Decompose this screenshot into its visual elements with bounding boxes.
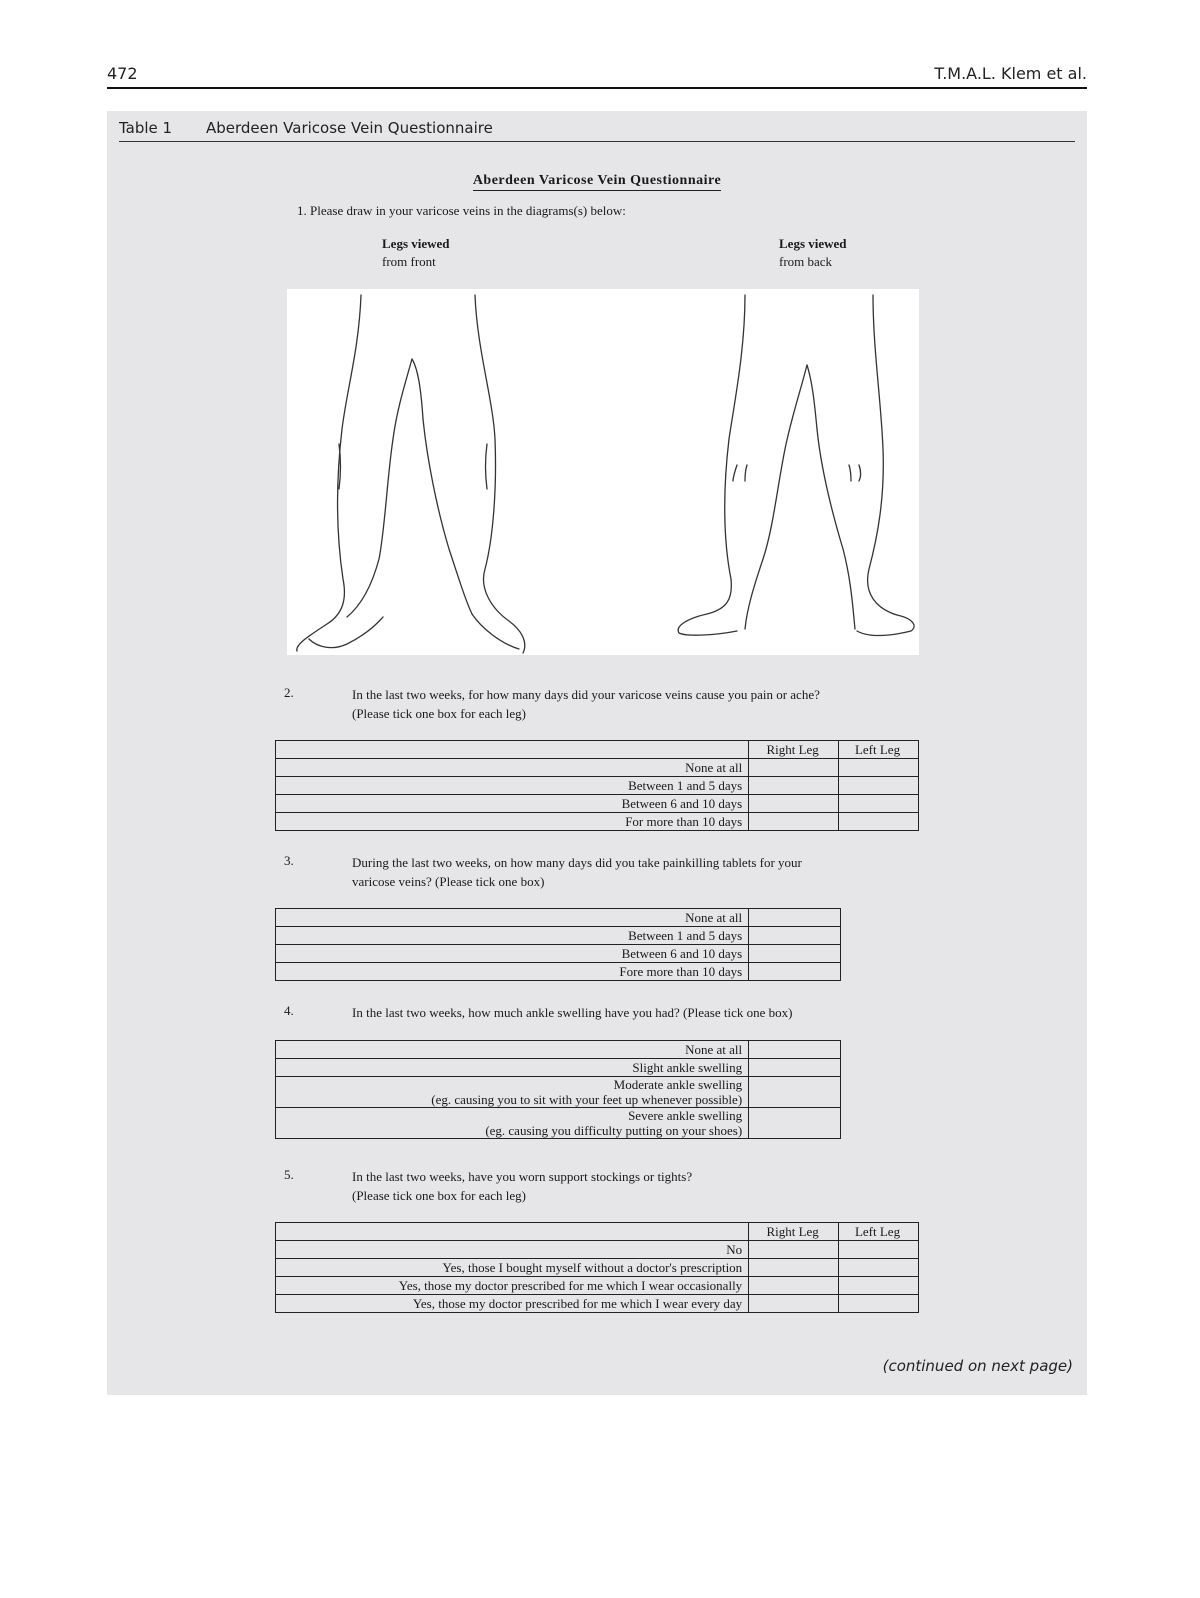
table-row [276,813,919,831]
left-leg-checkbox[interactable] [839,1259,919,1277]
tick-box[interactable] [749,1077,841,1108]
table-row [276,927,841,945]
option-label: Slight ankle swelling [276,1059,749,1077]
table-row [276,795,919,813]
tick-box[interactable] [749,1108,841,1139]
left-leg-checkbox[interactable] [839,759,919,777]
question-4-text: In the last two weeks, how much ankle swelling have you had? (Please tick one box) [352,1005,793,1020]
table-header-row [276,1223,919,1241]
table-row [276,1108,841,1139]
table-row [276,945,841,963]
table-row [276,1077,841,1108]
option-label: Yes, those my doctor prescribed for me which I wear occasionally [276,1277,749,1295]
question-3-text: During the last two weeks, on how many days did you take painkilling tablets for your varicose veins? (Please tick one box) [352,855,802,889]
question-1-text: 1. Please draw in your varicose veins in the diagrams(s) below: [297,203,626,218]
option-label: None at all [276,759,749,777]
option-label: For more than 10 days [276,813,749,831]
tick-box[interactable] [749,927,841,945]
legs-back-drawing [678,295,914,636]
table-row [276,1277,919,1295]
right-leg-checkbox[interactable] [749,813,839,831]
option-label: Yes, those my doctor prescribed for me which I wear every day [276,1295,749,1313]
option-label: No [276,1241,749,1259]
table-row [276,1241,919,1259]
table-header-row [276,741,919,759]
question-5-number: 5. [284,1167,294,1182]
column-right-leg: Right Leg [749,741,839,759]
questionnaire-title: Aberdeen Varicose Vein Questionnaire [107,173,1087,189]
tick-box[interactable] [749,945,841,963]
legs-front-drawing [297,295,525,653]
question-4-number: 4. [284,1003,294,1018]
back-view-label: Legs viewed from back [779,236,847,269]
option-label: Between 6 and 10 days [276,945,749,963]
running-head [107,64,1087,88]
continued-note: (continued on next page) [882,1357,1073,1375]
table-label: Table 1 [119,119,173,137]
option-label: Moderate ankle swelling (eg. causing you to sit with your feet up whenever possible) [276,1077,749,1108]
right-leg-checkbox[interactable] [749,1295,839,1313]
option-label: Yes, those I bought myself without a doctor's prescription [276,1259,749,1277]
question-2-number: 2. [284,685,294,700]
right-leg-checkbox[interactable] [749,759,839,777]
tick-box[interactable] [749,963,841,981]
question-5-table [275,1222,919,1313]
right-leg-checkbox[interactable] [749,777,839,795]
right-leg-checkbox[interactable] [749,1259,839,1277]
caption-rule [119,141,1075,142]
question-2-table [275,740,919,831]
option-label: Between 6 and 10 days [276,795,749,813]
table-row [276,963,841,981]
tick-box[interactable] [749,1041,841,1059]
right-leg-checkbox[interactable] [749,795,839,813]
left-leg-checkbox[interactable] [839,795,919,813]
left-leg-checkbox[interactable] [839,777,919,795]
page-number: 472 [107,64,138,83]
question-3-number: 3. [284,853,294,868]
option-label: Severe ankle swelling (eg. causing you difficulty putting on your shoes) [276,1108,749,1139]
left-leg-checkbox[interactable] [839,1277,919,1295]
tick-box[interactable] [749,909,841,927]
left-leg-checkbox[interactable] [839,1295,919,1313]
option-label: None at all [276,909,749,927]
option-label: None at all [276,1041,749,1059]
left-leg-checkbox[interactable] [839,813,919,831]
column-left-leg: Left Leg [839,1223,919,1241]
table-row [276,1041,841,1059]
table-row [276,1059,841,1077]
column-right-leg: Right Leg [749,1223,839,1241]
table-panel [107,111,1087,1395]
table-row [276,1295,919,1313]
question-2-text: In the last two weeks, for how many days did your varicose veins cause you pain or ache? (Please tick one box for each leg) [352,687,820,721]
table-row [276,759,919,777]
right-leg-checkbox[interactable] [749,1241,839,1259]
option-label: Between 1 and 5 days [276,777,749,795]
question-3-table [275,908,841,981]
option-label: Fore more than 10 days [276,963,749,981]
running-head-authors: T.M.A.L. Klem et al. [934,64,1087,83]
option-label: Between 1 and 5 days [276,927,749,945]
table-row [276,777,919,795]
right-leg-checkbox[interactable] [749,1277,839,1295]
table-row [276,1259,919,1277]
front-view-label: Legs viewed from front [382,236,450,269]
column-left-leg: Left Leg [839,741,919,759]
table-title: Aberdeen Varicose Vein Questionnaire [206,119,493,137]
tick-box[interactable] [749,1059,841,1077]
header-rule [107,87,1087,89]
table-row [276,909,841,927]
left-leg-checkbox[interactable] [839,1241,919,1259]
question-5-text: In the last two weeks, have you worn support stockings or tights? (Please tick one box for each leg) [352,1169,693,1203]
legs-diagram[interactable] [287,289,919,655]
question-4-table [275,1040,841,1139]
